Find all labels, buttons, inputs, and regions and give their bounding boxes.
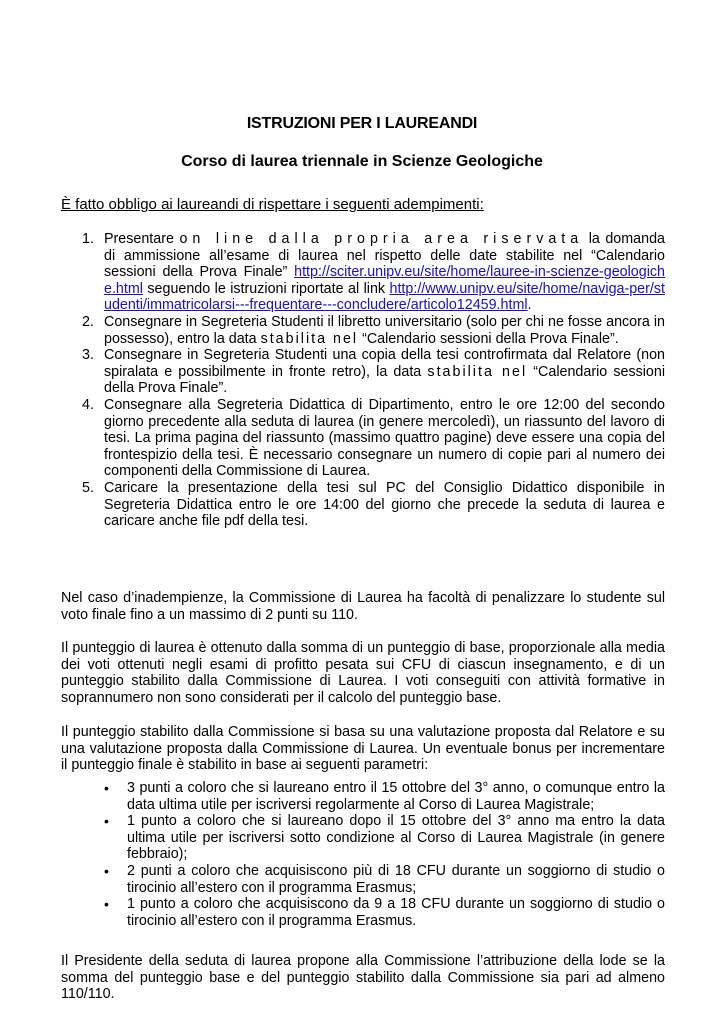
bonus-item xyxy=(104,813,665,863)
step-item-4 xyxy=(82,397,665,480)
step-text: Presentare xyxy=(104,231,180,247)
step-item-3 xyxy=(82,347,665,397)
step-text: “Calendario sessioni della Prova Finale”. xyxy=(358,330,619,347)
bonus-text: 1 punto a coloro che si laureano dopo il 15 ottobre del 3° anno ma entro la data ultima utile per iscriversi sotto condizione al Corso di Laurea Magistrale (in genere febbraio); xyxy=(127,813,665,863)
step-number: 1. xyxy=(82,231,94,247)
step-text: Consegnare in Segreteria Studenti il libretto universitario (solo per chi ne fosse ancora in possesso), entro la data xyxy=(104,313,665,347)
step-number: 2. xyxy=(82,313,94,330)
step-emphasis: stabilita nel xyxy=(260,330,359,347)
step-text: Consegnare in Segreteria Studenti una copia della tesi controfirmata dal Relatore (non spiralata e possibilmente in fronte retro), la data xyxy=(104,347,665,380)
bullet-icon: • xyxy=(104,813,109,830)
step-item-1 xyxy=(82,231,665,314)
intro-text: È fatto obbligo ai laureandi di rispettare i seguenti adempimenti: xyxy=(61,196,484,213)
step-emphasis: stabilita nel xyxy=(427,363,528,380)
paragraph-lode: Il Presidente della seduta di laurea propone alla Commissione l’attribuzione della lode se la somma del punteggio base e del punteggio stabilito dalla Commissione sia pari ad almeno 110/110. xyxy=(61,953,665,1003)
page-title: ISTRUZIONI PER I LAUREANDI xyxy=(246,115,478,132)
bonus-text: 2 punti a coloro che acquisiscono più di 18 CFU durante un soggiorno di studio o tirocinio all’estero con il programma Erasmus; xyxy=(127,862,665,896)
step-number: 3. xyxy=(82,347,94,364)
steps-list xyxy=(82,231,665,530)
step-text: seguendo le istruzioni riportate al link xyxy=(142,280,390,297)
bullet-icon: • xyxy=(104,896,109,913)
bonus-item xyxy=(104,780,665,813)
step-text: Caricare la presentazione della tesi sul PC del Consiglio Didattico disponibile in Segreteria Didattica entro le ore 14:00 del giorno che precede la seduta di laurea e caricare anche file pdf della tesi. xyxy=(104,479,665,530)
step-item-2 xyxy=(82,314,665,347)
page-subtitle: Corso di laurea triennale in Scienze Geologiche xyxy=(181,153,543,170)
step-text: Consegnare alla Segreteria Didattica di Dipartimento, entro le ore 12:00 del secondo giorno precedente alla seduta di laurea (in genere mercoledì), un riassunto del lavoro di tesi. La prima pagina del riassunto (massimo quattro pagine) deve essere una copia del frontespizio della tesi. È necessario consegnare un numero di copie pari al numero dei componenti della Commissione di Laurea. xyxy=(104,396,665,480)
bonus-text: 1 punto a coloro che acquisiscono da 9 a 18 CFU durante un soggiorno di studio o tirocinio all’estero con il programma Erasmus. xyxy=(127,896,665,929)
bonus-item xyxy=(104,896,665,929)
step-text: . xyxy=(527,297,532,314)
step-number: 4. xyxy=(82,396,94,413)
paragraph-commissione: Il punteggio stabilito dalla Commissione si basa su una valutazione proposta dal Relatore e su una valutazione proposta dalla Commissione di Laurea. Un eventuale bonus per incrementare il punteggio finale è stabilito in base ai seguenti parametri: xyxy=(61,724,665,774)
bonus-list xyxy=(104,780,665,929)
bonus-text: 3 punti a coloro che si laureano entro il 15 ottobre del 3° anno, o comunque entro la data ultima utile per iscriversi regolarmente al Corso di Laurea Magistrale; xyxy=(127,780,665,813)
bullet-icon: • xyxy=(104,780,109,796)
step-text: la domanda di ammissione all’esame di laurea nel rispetto delle date stabilite nel “Calendario sessioni della Prova Finale” xyxy=(104,231,665,281)
step-emphasis: on line dalla propria area riservata xyxy=(179,231,584,247)
sciter-link[interactable]: http://sciter.unipv.eu/site/home/lauree-in-scienze-geologiche.html xyxy=(104,264,665,297)
unipv-link[interactable]: http://www.unipv.eu/site/home/naviga-per/studenti/immatricolarsi---frequentare---concludere/articolo12459.html xyxy=(104,280,665,314)
bullet-icon: • xyxy=(104,862,109,879)
step-text: “Calendario sessioni della Prova Finale”. xyxy=(104,363,666,397)
bonus-item xyxy=(104,863,665,896)
step-item-5 xyxy=(82,480,665,530)
paragraph-punteggio: Il punteggio di laurea è ottenuto dalla somma di un punteggio di base, proporzionale alla media dei voti ottenuti negli esami di profitto pesata sui CFU di ciascun insegnamento, e di un punteggio stabilito dalla Commissione di Laurea. I voti conseguiti con attività formative in soprannumero non sono considerati per il calcolo del punteggio base. xyxy=(61,640,665,706)
paragraph-inadempienze: Nel caso d’inadempienze, la Commissione di Laurea ha facoltà di penalizzare lo studente sul voto finale fino a un massimo di 2 punti su 110. xyxy=(61,590,665,623)
step-number: 5. xyxy=(82,479,94,496)
